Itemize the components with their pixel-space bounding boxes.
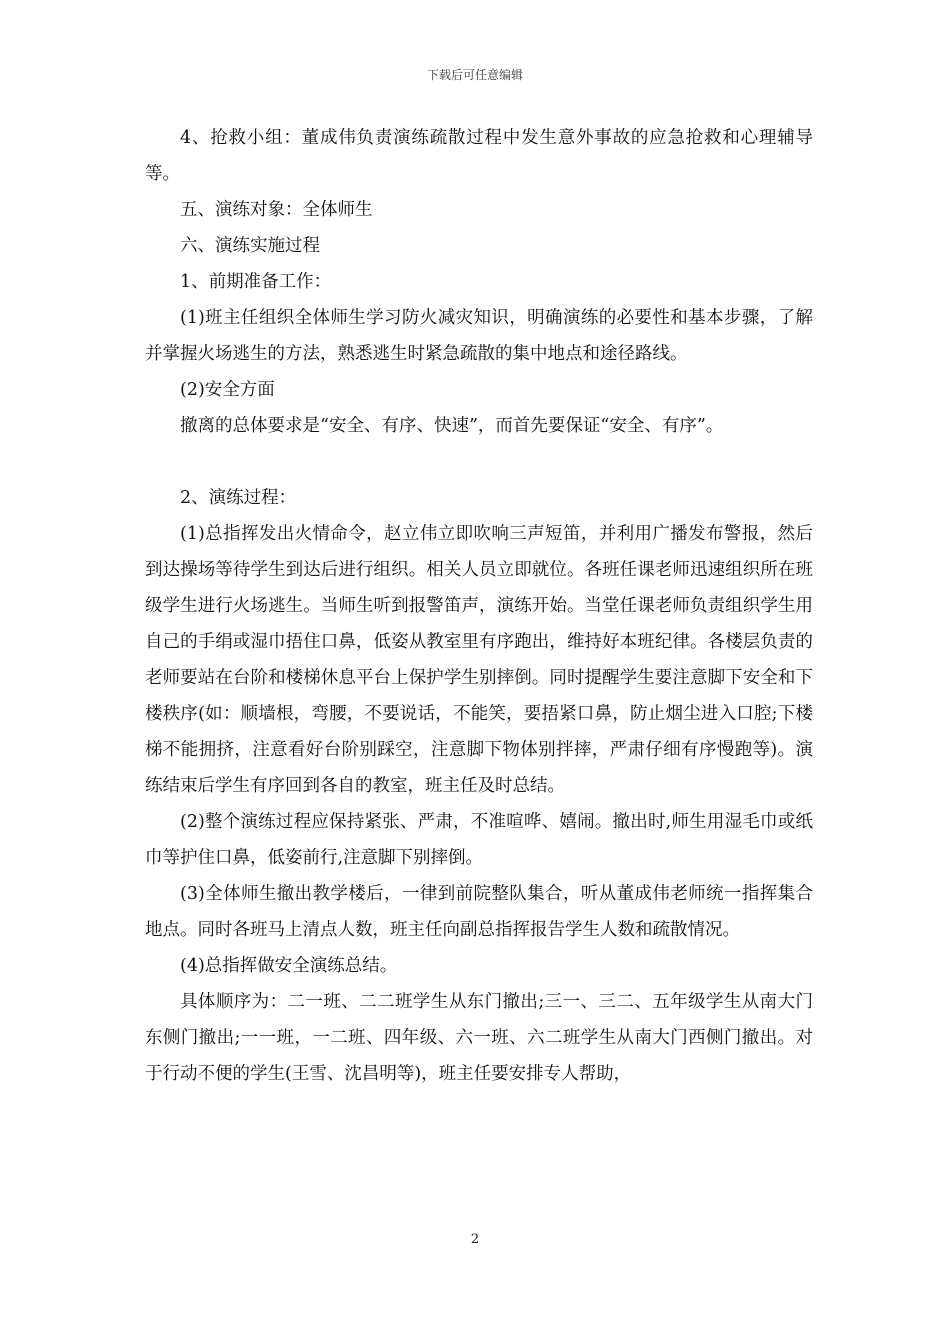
- paragraph-rescue-team: 4、抢救小组：董成伟负责演练疏散过程中发生意外事故的应急抢救和心理辅导等。: [145, 128, 813, 184]
- paragraph-preparation-1: (1)班主任组织全体师生学习防火减灾知识，明确演练的必要性和基本步骤，了解并掌握火场逃生的方法，熟悉逃生时紧急疏散的集中地点和途径路线。: [145, 308, 813, 364]
- paragraph-process-heading: 2、演练过程：: [180, 488, 297, 508]
- paragraph-safety-requirement: 撤离的总体要求是“安全、有序、快速”，而首先要保证“安全、有序”。: [180, 416, 724, 436]
- document-body: [145, 120, 813, 1092]
- paragraph-implementation-heading: 六、演练实施过程: [180, 236, 320, 256]
- paragraph-process-4: (4)总指挥做安全演练总结。: [180, 956, 398, 976]
- paragraph-drill-target: 五、演练对象：全体师生: [180, 200, 373, 220]
- paragraph-preparation-heading: 1、前期准备工作：: [180, 272, 332, 292]
- blank-line: [145, 444, 813, 480]
- paragraph-safety-heading: (2)安全方面: [180, 380, 275, 400]
- paragraph-evacuation-order: 具体顺序为：二一班、二二班学生从东门撤出;三一、三二、五年级学生从南大门东侧门撤出;一一班，一二班、四年级、六一班、六二班学生从南大门西侧门撤出。对于行动不便的学生(王雪、沈昌明等)，班主任要安排专人帮助，: [145, 992, 813, 1084]
- paragraph-process-3: (3)全体师生撤出教学楼后，一律到前院整队集合，听从董成伟老师统一指挥集合地点。同时各班马上清点人数，班主任向副总指挥报告学生人数和疏散情况。: [145, 884, 813, 940]
- paragraph-process-2: (2)整个演练过程应保持紧张、严肃，不准喧哗、嬉闹。撤出时,师生用湿毛巾或纸巾等护住口鼻，低姿前行,注意脚下别摔倒。: [145, 812, 813, 868]
- page-header: 下载后可任意编辑: [426, 68, 523, 82]
- page-number: 2: [470, 1232, 480, 1247]
- paragraph-process-1: (1)总指挥发出火情命令，赵立伟立即吹响三声短笛，并利用广播发布警报，然后到达操场等待学生到达后进行组织。相关人员立即就位。各班任课老师迅速组织所在班级学生进行火场逃生。当师生听到报警笛声，演练开始。当堂任课老师负责组织学生用自己的手绢或湿巾捂住口鼻，低姿从教室里有序跑出，维持好本班纪律。各楼层负责的老师要站在台阶和楼梯休息平台上保护学生别摔倒。同时提醒学生要注意脚下安全和下楼秩序(如：顺墙根，弯腰，不要说话，不能笑，要捂紧口鼻，防止烟尘进入口腔;下楼梯不能拥挤，注意看好台阶别踩空，注意脚下物体别拌摔，严肃仔细有序慢跑等)。演练结束后学生有序回到各自的教室，班主任及时总结。: [145, 524, 813, 796]
